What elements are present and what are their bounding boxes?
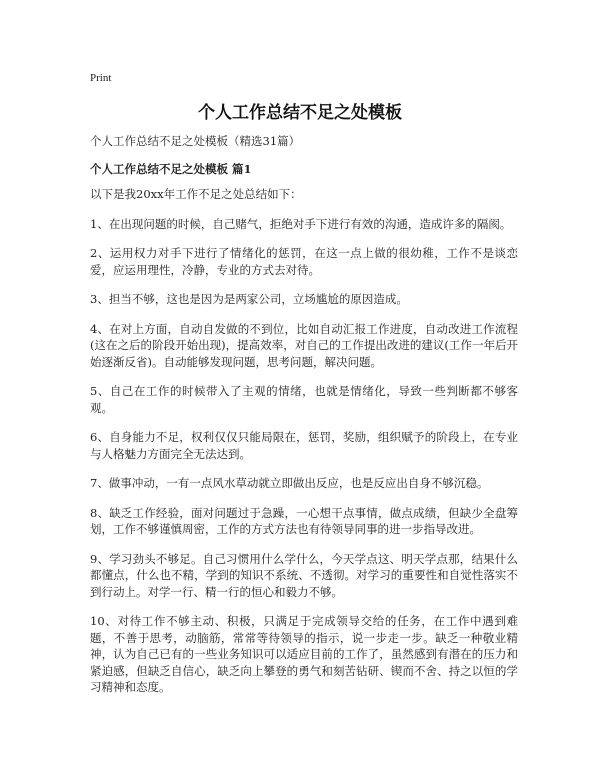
document-body — [90, 133, 518, 709]
paragraph-4: 4、在对上方面，自动自发做的不到位，比如自动汇报工作进度，自动改进工作流程(这在之后的阶段开始出现)，提高效率，对自己的工作提出改进的建议(工作一年后开始逐渐反省)。自动能够发现问题，思考问题，解决问题。 — [90, 321, 518, 369]
paragraph-8: 8、缺乏工作经验，面对问题过于急躁，一心想干点事情，做点成绩，但缺少全盘筹划，工作不够谨慎周密，工作的方式方法也有待领导同事的进一步指导改进。 — [90, 505, 518, 536]
section-heading: 个人工作总结不足之处模板 篇1 — [90, 162, 252, 176]
paragraph-intro: 以下是我20xx年工作不足之处总结如下： — [90, 187, 302, 201]
page-title: 个人工作总结不足之处模板 — [198, 103, 402, 123]
paragraph-5: 5、自己在工作的时候带入了主观的情绪，也就是情绪化，导致一些判断都不够客观。 — [90, 384, 518, 415]
print-link[interactable]: Print — [90, 72, 112, 84]
paragraph-2: 2、运用权力对手下进行了情绪化的惩罚，在这一点上做的很幼稚，工作不是谈恋爱，应运用理性，冷静，专业的方式去对待。 — [90, 246, 518, 277]
paragraph-6: 6、自身能力不足，权利仅仅只能局限在，惩罚，奖励，组织赋予的阶段上，在专业与人格魅力方面完全无法达到。 — [90, 430, 518, 461]
paragraph-7: 7、做事冲动，一有一点风水草动就立即做出反应，也是反应出自身不够沉稳。 — [90, 476, 489, 490]
document-subtitle: 个人工作总结不足之处模板（精选31篇） — [90, 134, 301, 148]
paragraph-9: 9、学习劲头不够足。自己习惯用什么学什么，今天学点这、明天学点那，结果什么都懂点，什么也不精，学到的知识不系统、不透彻。对学习的重要性和自觉性落实不到行动上。对学一行、精一行的恒心和毅力不够。 — [90, 551, 518, 599]
paragraph-3: 3、担当不够，这也是因为是两家公司，立场尴尬的原因造成。 — [90, 292, 408, 306]
paragraph-1: 1、在出现问题的时候，自己赌气，拒绝对手下进行有效的沟通，造成许多的隔阂。 — [90, 216, 512, 231]
paragraph-10: 10、对待工作不够主动、积极，只满足于完成领导交给的任务，在工作中遇到难题，不善于思考，动脑筋，常常等待领导的指示，说一步走一步。缺乏一种敬业精神，认为自己已有的一些业务知识可以适应目前的工作了，虽然感到有潜在的压力和紧迫感，但缺乏自信心，缺乏向上攀登的勇气和刻苦钻研、锲而不舍、持之以恒的学习精神和态度。 — [90, 614, 518, 694]
